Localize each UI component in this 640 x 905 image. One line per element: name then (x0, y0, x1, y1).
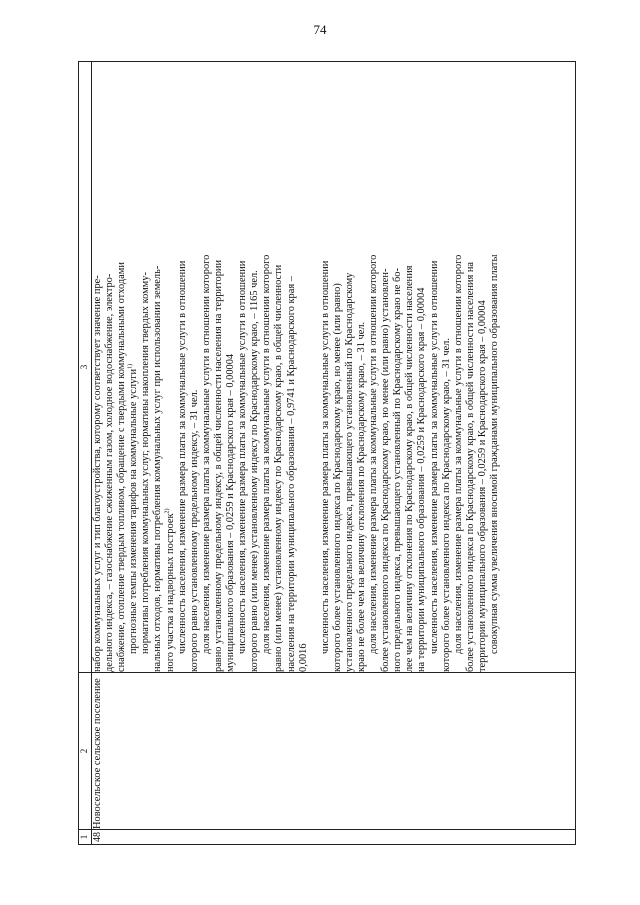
header-col-2: 2 (79, 673, 92, 830)
indicator-paragraph (320, 62, 368, 672)
indicator-paragraph (201, 62, 237, 672)
paragraph-text: численность населения, изменение размера платы за коммунальные услуги в отношении которого более установленного индекса по Краснодарскому краю, но менее (или равно) установленного предельного индекса, превышающего установленный по Краснодарскому краю не более чем на величину отклонения по Краснодарскому краю, – 31 чел. (319, 260, 367, 672)
tariff-table (78, 61, 576, 845)
paragraph-text: численность населения, изменение размера платы за коммунальные услуги в отношении которого более установленного индекса по Краснодарскому краю, – 31 чел. (428, 260, 452, 672)
paragraph-text: численность населения, изменение размера платы за коммунальные услуги в отношении которого равно установленному предельному индексу, – 31 чел. (176, 260, 200, 672)
header-col-1: 1 (79, 830, 92, 845)
paragraph-text: численность населения, изменение размера платы за коммунальные услуги в отношении которого равно (или менее) установленному индексу по Краснодарскому краю, – 1165 чел. (237, 260, 261, 672)
page-number: 74 (313, 22, 327, 37)
paragraph-text: доля населения, изменение размера платы за коммунальные услуги в отношении которого равно (или менее) установленному индексу по Краснодарскому краю, в общей численности населения на территории муниципального образования – 0,9741 и Краснодарского края – 0,0016 (261, 254, 309, 672)
table-row (92, 62, 576, 845)
footnote-marker: 2) (164, 508, 171, 514)
row-number: 48 (92, 830, 576, 845)
indicator-paragraph (140, 62, 176, 672)
paragraph-text: совокупная сумма увеличения вносимой гражданами муниципального образования платы (489, 254, 500, 654)
indicator-paragraph (92, 62, 128, 672)
paragraph-text: доля населения, изменение размера платы за коммунальные услуги в отношении которого более установленного индекса по Краснодарскому краю, в общей численности населения на территории муниципального образования – 0,0259 и Краснодарского края – 0,00004 (452, 254, 488, 672)
indicator-paragraph (128, 62, 140, 672)
rotated-table-container (78, 65, 576, 845)
indicator-paragraph (429, 62, 453, 672)
indicators-cell (92, 62, 576, 673)
indicator-paragraphs (92, 62, 501, 672)
indicator-paragraph (368, 62, 428, 672)
paragraph-text: доля населения, изменение размера платы за коммунальные услуги в отношении которого равно установленному предельному индексу, в общей численности населения на территории муниципального образования – 0,0259 и Краснодарского края – 0,00004 (200, 254, 237, 672)
paragraph-text: набор коммунальных услуг и тип благоустройства, которому соответствует значение пре- дельного индекса, – газоснабжение сжиженным газом, холодное водоснабжение, электро- снабжение, отопление твердым топливом, обращение с твердыми коммунальными отходами (92, 262, 128, 672)
indicator-paragraph (261, 62, 309, 672)
paragraph-text: нормативы потребления коммунальных услуг, нормативы накопления твердых комму- нальных отходов, нормативы потребления коммунальных услуг при использовании земель- ного участка и надворных построек (140, 265, 176, 672)
paragraph-text: доля населения, изменение размера платы за коммунальные услуги в отношении которого более установленного индекса по Краснодарскому краю, но менее (или равно) установлен- ного предельного индекса, превышающего установленный по Краснодарскому краю не бо- лее чем на величину отклонения по Краснодарскому краю, в общей численности населения на территории муниципального образования – 0,0259 и Краснодарского края – 0,00004 (368, 254, 428, 672)
indicator-paragraph (177, 62, 201, 672)
indicator-paragraph (489, 62, 501, 672)
indicator-paragraph (237, 62, 261, 672)
indicator-paragraph (453, 62, 489, 672)
table-header-row (79, 62, 92, 845)
footnote-marker: 1) (127, 363, 134, 369)
settlement-name: Новосельское сельское поселение (92, 673, 576, 830)
paragraph-text: прогнозные темпы изменения тарифов на коммунальные услуги (128, 368, 140, 654)
header-col-3: 3 (79, 62, 92, 673)
